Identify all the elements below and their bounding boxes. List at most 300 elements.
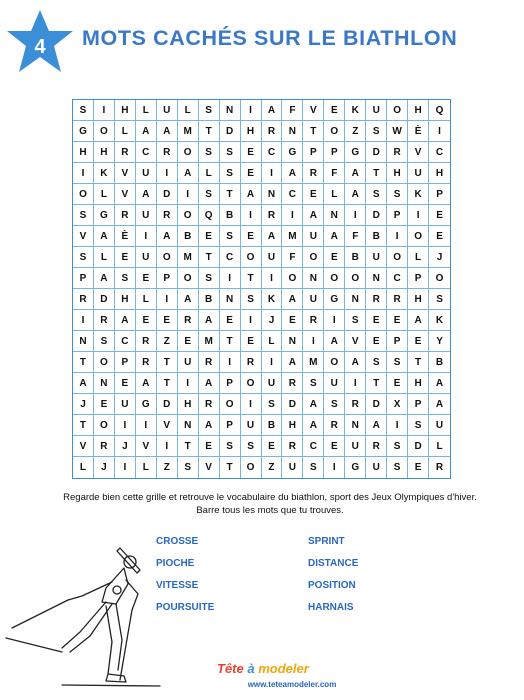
grid-cell: T: [157, 352, 178, 373]
grid-cell: E: [408, 331, 429, 352]
grid-cell: R: [366, 289, 387, 310]
grid-cell: C: [282, 184, 303, 205]
grid-cell: R: [157, 142, 178, 163]
grid-cell: P: [220, 415, 241, 436]
grid-cell: G: [345, 142, 366, 163]
grid-cell: I: [262, 268, 283, 289]
grid-cell: S: [241, 289, 262, 310]
grid-cell: J: [115, 436, 136, 457]
grid-cell: P: [157, 268, 178, 289]
grid-cell: O: [282, 268, 303, 289]
grid-cell: N: [220, 289, 241, 310]
grid-cell: U: [303, 289, 324, 310]
grid-cell: I: [241, 310, 262, 331]
grid-cell: R: [73, 289, 94, 310]
grid-cell: O: [73, 184, 94, 205]
grid-cell: Z: [157, 457, 178, 478]
grid-cell: I: [73, 163, 94, 184]
word-item: PIOCHE: [156, 558, 195, 569]
grid-cell: R: [94, 436, 115, 457]
grid-cell: O: [178, 142, 199, 163]
grid-cell: R: [262, 205, 283, 226]
grid-cell: C: [387, 268, 408, 289]
grid-cell: I: [136, 415, 157, 436]
grid-cell: J: [429, 247, 450, 268]
grid-cell: E: [199, 226, 220, 247]
grid-cell: F: [324, 163, 345, 184]
grid-cell: A: [282, 352, 303, 373]
grid-cell: V: [115, 163, 136, 184]
grid-cell: U: [115, 394, 136, 415]
grid-cell: I: [157, 163, 178, 184]
grid-cell: Z: [262, 457, 283, 478]
grid-cell: Q: [429, 100, 450, 121]
grid-cell: A: [178, 163, 199, 184]
grid-cell: S: [178, 457, 199, 478]
grid-cell: P: [429, 184, 450, 205]
grid-cell: E: [324, 100, 345, 121]
grid-cell: N: [345, 289, 366, 310]
grid-cell: R: [241, 352, 262, 373]
grid-cell: G: [94, 205, 115, 226]
grid-cell: E: [94, 394, 115, 415]
word-list-left: [156, 536, 214, 624]
grid-cell: R: [387, 289, 408, 310]
grid-cell: R: [94, 310, 115, 331]
page-title: MOTS CACHÉS SUR LE BIATHLON: [82, 26, 458, 50]
grid-cell: K: [262, 289, 283, 310]
grid-cell: O: [303, 247, 324, 268]
grid-cell: H: [408, 289, 429, 310]
grid-cell: V: [345, 331, 366, 352]
instructions-line-2: Barre tous les mots que tu trouves.: [196, 505, 344, 516]
grid-cell: D: [282, 394, 303, 415]
grid-cell: U: [429, 415, 450, 436]
grid-cell: E: [324, 247, 345, 268]
grid-cell: D: [220, 121, 241, 142]
grid-cell: H: [178, 394, 199, 415]
grid-cell: C: [115, 331, 136, 352]
grid-cell: H: [408, 373, 429, 394]
grid-cell: V: [115, 184, 136, 205]
grid-cell: X: [387, 394, 408, 415]
grid-cell: K: [94, 163, 115, 184]
grid-cell: S: [220, 226, 241, 247]
grid-cell: R: [136, 352, 157, 373]
grid-cell: V: [73, 226, 94, 247]
grid-cell: B: [178, 226, 199, 247]
grid-cell: L: [429, 436, 450, 457]
grid-cell: N: [345, 415, 366, 436]
grid-cell: I: [345, 205, 366, 226]
grid-cell: U: [366, 457, 387, 478]
grid-cell: N: [303, 268, 324, 289]
grid-cell: I: [262, 352, 283, 373]
grid-cell: E: [387, 373, 408, 394]
logo-part-2: à: [243, 661, 259, 676]
grid-cell: A: [262, 226, 283, 247]
grid-cell: È: [115, 226, 136, 247]
grid-cell: R: [199, 352, 220, 373]
grid-cell: B: [199, 289, 220, 310]
grid-cell: S: [73, 205, 94, 226]
grid-cell: L: [115, 121, 136, 142]
grid-cell: A: [366, 415, 387, 436]
grid-cell: O: [345, 268, 366, 289]
grid-cell: C: [220, 247, 241, 268]
grid-cell: R: [303, 310, 324, 331]
grid-cell: L: [136, 100, 157, 121]
grid-cell: H: [115, 289, 136, 310]
grid-cell: I: [387, 415, 408, 436]
grid-cell: P: [115, 352, 136, 373]
grid-cell: R: [303, 163, 324, 184]
grid-cell: P: [324, 142, 345, 163]
grid-cell: U: [136, 247, 157, 268]
grid-cell: U: [366, 100, 387, 121]
grid-cell: E: [241, 331, 262, 352]
grid-cell: E: [429, 205, 450, 226]
grid-cell: I: [282, 205, 303, 226]
grid-cell: E: [241, 226, 262, 247]
site-url: www.teteamodeler.com: [247, 680, 337, 689]
word-search-grid: [72, 99, 451, 479]
grid-cell: I: [241, 100, 262, 121]
instructions-line-1: Regarde bien cette grille et retrouve le vocabulaire du biathlon, sport des Jeux Olympiques d'hiver.: [63, 492, 477, 503]
grid-cell: D: [94, 289, 115, 310]
grid-cell: T: [366, 163, 387, 184]
instructions: [40, 491, 500, 517]
grid-cell: P: [73, 268, 94, 289]
grid-cell: D: [157, 184, 178, 205]
grid-cell: E: [157, 310, 178, 331]
grid-cell: È: [408, 121, 429, 142]
grid-cell: J: [73, 394, 94, 415]
grid-cell: T: [157, 373, 178, 394]
grid-cell: U: [366, 247, 387, 268]
grid-cell: I: [345, 373, 366, 394]
grid-cell: I: [324, 457, 345, 478]
grid-cell: L: [94, 184, 115, 205]
grid-cell: T: [303, 121, 324, 142]
grid-cell: S: [324, 394, 345, 415]
grid-cell: F: [345, 226, 366, 247]
grid-cell: E: [366, 310, 387, 331]
grid-cell: U: [136, 205, 157, 226]
logo-part-1: Tête: [217, 661, 244, 676]
grid-cell: S: [387, 457, 408, 478]
logo-part-3: modeler: [258, 661, 309, 676]
grid-cell: Z: [157, 331, 178, 352]
grid-cell: T: [241, 268, 262, 289]
grid-cell: A: [136, 184, 157, 205]
grid-cell: I: [324, 310, 345, 331]
grid-cell: K: [408, 184, 429, 205]
grid-cell: V: [303, 100, 324, 121]
grid-cell: I: [94, 100, 115, 121]
grid-cell: Y: [429, 331, 450, 352]
grid-cell: E: [429, 226, 450, 247]
grid-cell: U: [303, 226, 324, 247]
grid-cell: S: [115, 268, 136, 289]
grid-cell: A: [199, 310, 220, 331]
grid-cell: F: [282, 247, 303, 268]
grid-cell: P: [220, 373, 241, 394]
grid-cell: O: [387, 247, 408, 268]
badge-number: 4: [34, 36, 46, 58]
grid-cell: T: [73, 415, 94, 436]
grid-cell: U: [282, 457, 303, 478]
grid-cell: G: [324, 289, 345, 310]
grid-cell: T: [199, 247, 220, 268]
grid-cell: S: [408, 415, 429, 436]
grid-cell: E: [178, 331, 199, 352]
grid-cell: S: [220, 163, 241, 184]
svg-text:Tête à modeler: [217, 661, 310, 676]
grid-cell: P: [387, 205, 408, 226]
grid-cell: I: [157, 289, 178, 310]
grid-cell: B: [220, 205, 241, 226]
grid-cell: A: [282, 289, 303, 310]
grid-cell: S: [73, 100, 94, 121]
grid-cell: C: [262, 142, 283, 163]
grid-cell: I: [387, 226, 408, 247]
grid-cell: I: [408, 205, 429, 226]
grid-cell: D: [408, 436, 429, 457]
grid-cell: O: [157, 247, 178, 268]
grid-cell: E: [303, 184, 324, 205]
grid-cell: S: [387, 436, 408, 457]
grid-cell: F: [282, 100, 303, 121]
grid-cell: B: [366, 226, 387, 247]
grid-cell: C: [303, 436, 324, 457]
grid-cell: C: [429, 142, 450, 163]
grid-cell: G: [73, 121, 94, 142]
grid-cell: T: [220, 331, 241, 352]
grid-cell: A: [345, 163, 366, 184]
grid-cell: T: [408, 352, 429, 373]
grid-cell: S: [345, 310, 366, 331]
grid-cell: G: [345, 457, 366, 478]
grid-cell: R: [115, 205, 136, 226]
grid-cell: A: [303, 415, 324, 436]
grid-cell: O: [241, 457, 262, 478]
grid-cell: A: [157, 121, 178, 142]
grid-cell: H: [408, 100, 429, 121]
grid-cell: V: [408, 142, 429, 163]
grid-cell: Q: [199, 205, 220, 226]
grid-cell: S: [366, 121, 387, 142]
grid-cell: V: [136, 436, 157, 457]
word-list-right: [308, 536, 358, 624]
grid-cell: M: [199, 331, 220, 352]
grid-cell: A: [94, 268, 115, 289]
grid-cell: I: [303, 331, 324, 352]
word-item: CROSSE: [156, 536, 199, 547]
grid-cell: L: [324, 184, 345, 205]
grid-cell: O: [408, 226, 429, 247]
grid-cell: E: [199, 436, 220, 457]
grid-cell: S: [366, 184, 387, 205]
grid-cell: P: [408, 394, 429, 415]
grid-cell: N: [282, 331, 303, 352]
grid-cell: A: [94, 226, 115, 247]
grid-cell: A: [241, 184, 262, 205]
grid-cell: S: [199, 100, 220, 121]
grid-cell: A: [178, 289, 199, 310]
grid-cell: S: [262, 394, 283, 415]
grid-cell: I: [220, 352, 241, 373]
grid-cell: I: [115, 457, 136, 478]
grid-cell: T: [220, 457, 241, 478]
grid-cell: N: [73, 331, 94, 352]
grid-cell: T: [178, 436, 199, 457]
grid-cell: I: [115, 415, 136, 436]
grid-cell: J: [262, 310, 283, 331]
grid-cell: O: [241, 247, 262, 268]
grid-cell: E: [262, 436, 283, 457]
grid-cell: I: [220, 268, 241, 289]
grid-cell: S: [199, 268, 220, 289]
grid-cell: I: [178, 184, 199, 205]
grid-cell: K: [429, 310, 450, 331]
grid-cell: A: [429, 373, 450, 394]
number-badge: [2, 6, 78, 82]
grid-cell: N: [324, 205, 345, 226]
grid-cell: W: [387, 121, 408, 142]
grid-cell: L: [408, 247, 429, 268]
grid-cell: I: [262, 163, 283, 184]
grid-cell: S: [73, 247, 94, 268]
grid-cell: A: [157, 226, 178, 247]
grid-cell: L: [73, 457, 94, 478]
grid-cell: A: [73, 373, 94, 394]
grid-cell: R: [115, 142, 136, 163]
grid-cell: S: [199, 142, 220, 163]
grid-cell: V: [199, 457, 220, 478]
grid-cell: V: [73, 436, 94, 457]
grid-cell: U: [345, 436, 366, 457]
grid-cell: A: [199, 415, 220, 436]
grid-cell: A: [408, 310, 429, 331]
grid-cell: O: [429, 268, 450, 289]
grid-cell: I: [178, 373, 199, 394]
grid-cell: L: [199, 163, 220, 184]
grid-cell: G: [136, 394, 157, 415]
grid-cell: A: [345, 352, 366, 373]
grid-cell: O: [94, 415, 115, 436]
grid-cell: I: [429, 121, 450, 142]
grid-cell: I: [136, 226, 157, 247]
grid-cell: R: [157, 205, 178, 226]
grid-cell: S: [387, 352, 408, 373]
word-item: DISTANCE: [308, 558, 359, 569]
grid-cell: T: [220, 184, 241, 205]
word-item: HARNAIS: [308, 602, 354, 613]
grid-cell: E: [366, 331, 387, 352]
grid-cell: R: [324, 415, 345, 436]
grid-cell: O: [94, 352, 115, 373]
grid-cell: P: [303, 142, 324, 163]
grid-cell: R: [262, 121, 283, 142]
grid-cell: A: [199, 373, 220, 394]
grid-cell: R: [178, 310, 199, 331]
grid-cell: H: [94, 142, 115, 163]
grid-cell: B: [429, 352, 450, 373]
grid-cell: S: [303, 373, 324, 394]
grid-cell: U: [136, 163, 157, 184]
grid-cell: O: [324, 352, 345, 373]
grid-cell: S: [220, 436, 241, 457]
grid-cell: E: [324, 436, 345, 457]
grid-cell: O: [387, 100, 408, 121]
grid-cell: E: [136, 310, 157, 331]
grid-cell: A: [136, 121, 157, 142]
grid-cell: L: [178, 100, 199, 121]
grid-cell: H: [115, 100, 136, 121]
grid-cell: U: [241, 415, 262, 436]
grid-cell: S: [429, 289, 450, 310]
grid-cell: P: [408, 268, 429, 289]
grid-cell: R: [345, 394, 366, 415]
grid-cell: L: [94, 247, 115, 268]
grid-cell: S: [241, 436, 262, 457]
grid-cell: O: [94, 121, 115, 142]
grid-cell: H: [282, 415, 303, 436]
word-item: POURSUITE: [156, 602, 215, 613]
grid-cell: O: [324, 121, 345, 142]
grid-cell: S: [220, 142, 241, 163]
grid-cell: D: [157, 394, 178, 415]
grid-cell: H: [241, 121, 262, 142]
skier-illustration: [2, 540, 162, 695]
grid-cell: Z: [345, 121, 366, 142]
grid-cell: H: [387, 163, 408, 184]
grid-cell: I: [157, 436, 178, 457]
grid-cell: C: [136, 142, 157, 163]
grid-cell: D: [366, 205, 387, 226]
grid-cell: N: [366, 268, 387, 289]
grid-cell: A: [429, 394, 450, 415]
grid-cell: R: [282, 436, 303, 457]
grid-cell: U: [262, 373, 283, 394]
word-item: SPRINT: [308, 536, 345, 547]
grid-cell: M: [178, 247, 199, 268]
grid-cell: R: [199, 394, 220, 415]
grid-cell: D: [366, 394, 387, 415]
grid-cell: R: [282, 373, 303, 394]
grid-cell: E: [220, 310, 241, 331]
grid-cell: A: [115, 310, 136, 331]
grid-cell: O: [324, 268, 345, 289]
grid-cell: A: [136, 373, 157, 394]
grid-cell: A: [282, 163, 303, 184]
grid-cell: O: [241, 373, 262, 394]
grid-cell: B: [262, 415, 283, 436]
grid-cell: R: [387, 142, 408, 163]
word-item: POSITION: [308, 580, 356, 591]
grid-cell: R: [136, 331, 157, 352]
grid-cell: R: [435, 462, 444, 473]
grid-cell: O: [178, 205, 199, 226]
grid-cell: E: [115, 373, 136, 394]
grid-cell: S: [303, 457, 324, 478]
grid-cell: A: [324, 226, 345, 247]
grid-cell: U: [324, 373, 345, 394]
grid-cell: M: [303, 352, 324, 373]
grid-cell: E: [241, 142, 262, 163]
grid-cell: A: [262, 100, 283, 121]
